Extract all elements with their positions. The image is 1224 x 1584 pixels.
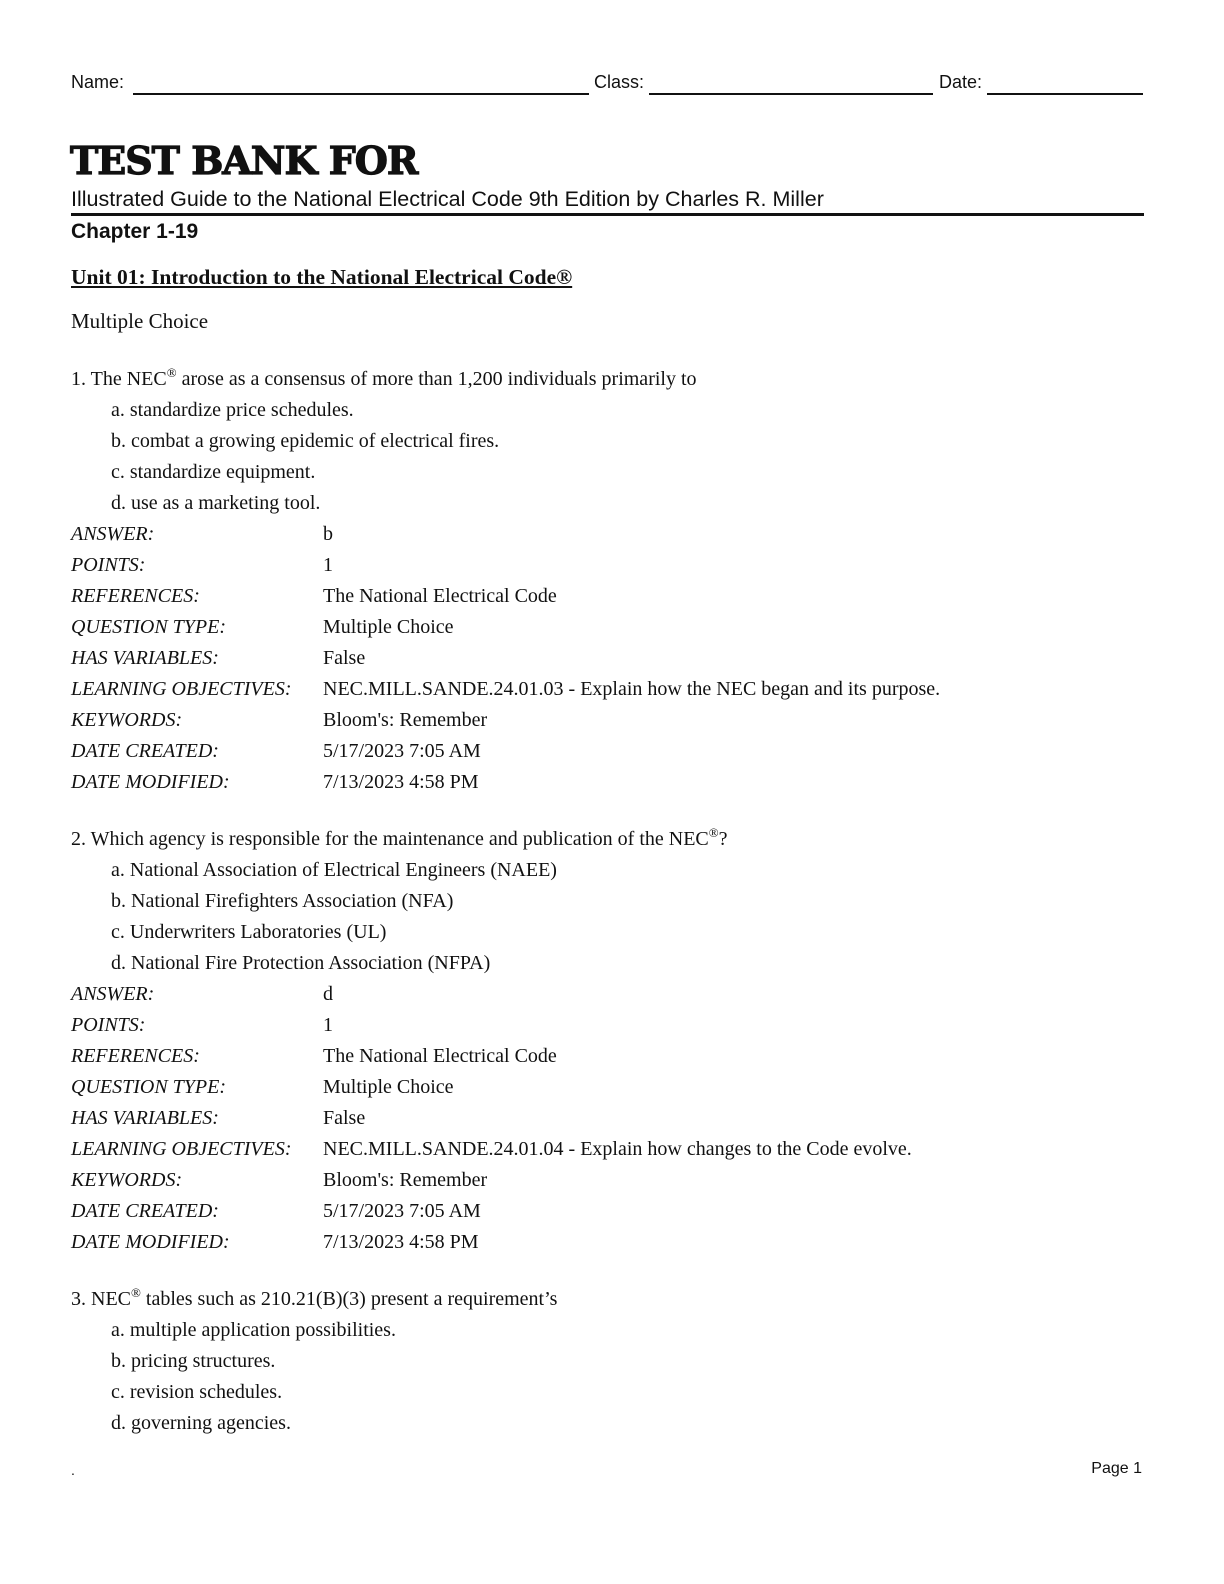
option-d[interactable]: d. National Fire Protection Association (NFPA)	[111, 952, 491, 974]
question-2	[71, 824, 1151, 1258]
meta-label: HAS VARIABLES:	[71, 1107, 219, 1129]
footer-mark: .	[71, 1462, 75, 1478]
meta-value: Bloom's: Remember	[323, 709, 488, 731]
meta-value: False	[323, 1107, 366, 1129]
meta-label: QUESTION TYPE:	[71, 616, 227, 638]
meta-value: False	[323, 647, 366, 669]
meta-has-variables	[71, 643, 1151, 674]
stem-text: 1. The NEC	[71, 368, 167, 390]
meta-date-modified	[71, 1227, 1151, 1258]
option-a[interactable]: a. multiple application possibilities.	[111, 1319, 396, 1341]
option-c[interactable]: c. Underwriters Laboratories (UL)	[111, 921, 387, 943]
meta-value: 7/13/2023 4:58 PM	[323, 771, 479, 793]
meta-label: DATE CREATED:	[71, 740, 219, 762]
question-stem	[71, 364, 1151, 395]
meta-value: 5/17/2023 7:05 AM	[323, 1200, 481, 1222]
option-c[interactable]: c. revision schedules.	[111, 1381, 283, 1403]
meta-value: 5/17/2023 7:05 AM	[323, 740, 481, 762]
question-stem	[71, 1284, 1151, 1315]
meta-points	[71, 550, 1151, 581]
class-field-line[interactable]	[649, 93, 933, 95]
meta-value: 1	[323, 1014, 333, 1036]
question-stem	[71, 824, 1151, 855]
meta-label: LEARNING OBJECTIVES:	[71, 678, 292, 700]
section-type: Multiple Choice	[71, 309, 209, 333]
stem-text: 2. Which agency is responsible for the maintenance and publication of the NEC	[71, 828, 709, 850]
option-b[interactable]: b. pricing structures.	[111, 1350, 276, 1372]
name-label: Name:	[71, 72, 125, 92]
page-title: TEST BANK FOR	[70, 138, 418, 183]
option-b[interactable]: b. combat a growing epidemic of electrical fires.	[111, 430, 500, 452]
meta-value: NEC.MILL.SANDE.24.01.03 - Explain how the NEC began and its purpose.	[323, 678, 941, 700]
unit-title: Unit 01: Introduction to the National Electrical Code®	[71, 265, 573, 289]
meta-label: POINTS:	[71, 1014, 146, 1036]
header-fields	[71, 72, 1143, 98]
meta-answer	[71, 519, 1151, 550]
meta-value: Multiple Choice	[323, 616, 454, 638]
meta-value: The National Electrical Code	[323, 585, 557, 607]
meta-label: REFERENCES:	[71, 585, 200, 607]
options-list	[71, 855, 1151, 979]
question-metadata	[71, 979, 1151, 1258]
meta-question-type	[71, 1072, 1151, 1103]
meta-label: POINTS:	[71, 554, 146, 576]
option-a[interactable]: a. standardize price schedules.	[111, 399, 354, 421]
stem-text: 3. NEC	[71, 1288, 131, 1310]
meta-label: KEYWORDS:	[71, 1169, 183, 1191]
option-c[interactable]: c. standardize equipment.	[111, 461, 316, 483]
option-d[interactable]: d. governing agencies.	[111, 1412, 291, 1434]
question-metadata	[71, 519, 1151, 798]
meta-keywords	[71, 705, 1151, 736]
registered-mark: ®	[131, 1285, 141, 1300]
title-divider	[71, 213, 1144, 216]
date-field-line[interactable]	[987, 93, 1143, 95]
meta-label: REFERENCES:	[71, 1045, 200, 1067]
page-number: Page 1	[1091, 1460, 1142, 1477]
meta-keywords	[71, 1165, 1151, 1196]
meta-value: 1	[323, 554, 333, 576]
meta-value: Bloom's: Remember	[323, 1169, 488, 1191]
meta-date-created	[71, 1196, 1151, 1227]
meta-references	[71, 1041, 1151, 1072]
date-label: Date:	[939, 72, 983, 92]
meta-label: DATE MODIFIED:	[71, 1231, 230, 1253]
book-subtitle: Illustrated Guide to the National Electrical Code 9th Edition by Charles R. Miller	[71, 187, 824, 211]
class-label: Class:	[594, 72, 645, 92]
meta-label: HAS VARIABLES:	[71, 647, 219, 669]
meta-label: LEARNING OBJECTIVES:	[71, 1138, 292, 1160]
meta-value: 7/13/2023 4:58 PM	[323, 1231, 479, 1253]
stem-text: arose as a consensus of more than 1,200 individuals primarily to	[176, 368, 697, 390]
stem-text: ?	[718, 828, 728, 850]
meta-date-modified	[71, 767, 1151, 798]
meta-label: ANSWER:	[71, 523, 155, 545]
options-list	[71, 1315, 1151, 1439]
chapter-heading: Chapter 1-19	[71, 220, 199, 243]
registered-mark: ®	[166, 365, 177, 380]
meta-value: Multiple Choice	[323, 1076, 454, 1098]
option-b[interactable]: b. National Firefighters Association (NFA)	[111, 890, 454, 912]
meta-value: b	[323, 523, 333, 545]
registered-mark: ®	[708, 825, 719, 840]
meta-value: d	[323, 983, 333, 1005]
meta-has-variables	[71, 1103, 1151, 1134]
meta-learning-objectives	[71, 674, 1151, 705]
meta-label: QUESTION TYPE:	[71, 1076, 227, 1098]
meta-answer	[71, 979, 1151, 1010]
meta-date-created	[71, 736, 1151, 767]
meta-question-type	[71, 612, 1151, 643]
option-d[interactable]: d. use as a marketing tool.	[111, 492, 321, 514]
name-field-line[interactable]	[133, 93, 589, 95]
meta-points	[71, 1010, 1151, 1041]
question-1	[71, 364, 1151, 798]
options-list	[71, 395, 1151, 519]
question-3	[71, 1284, 1151, 1439]
option-a[interactable]: a. National Association of Electrical Engineers (NAEE)	[111, 859, 557, 881]
meta-value: The National Electrical Code	[323, 1045, 557, 1067]
meta-learning-objectives	[71, 1134, 1151, 1165]
meta-label: DATE MODIFIED:	[71, 771, 230, 793]
stem-text: tables such as 210.21(B)(3) present a requirement’s	[140, 1288, 558, 1310]
meta-label: KEYWORDS:	[71, 709, 183, 731]
meta-references	[71, 581, 1151, 612]
meta-label: ANSWER:	[71, 983, 155, 1005]
meta-value: NEC.MILL.SANDE.24.01.04 - Explain how changes to the Code evolve.	[323, 1138, 912, 1160]
meta-label: DATE CREATED:	[71, 1200, 219, 1222]
